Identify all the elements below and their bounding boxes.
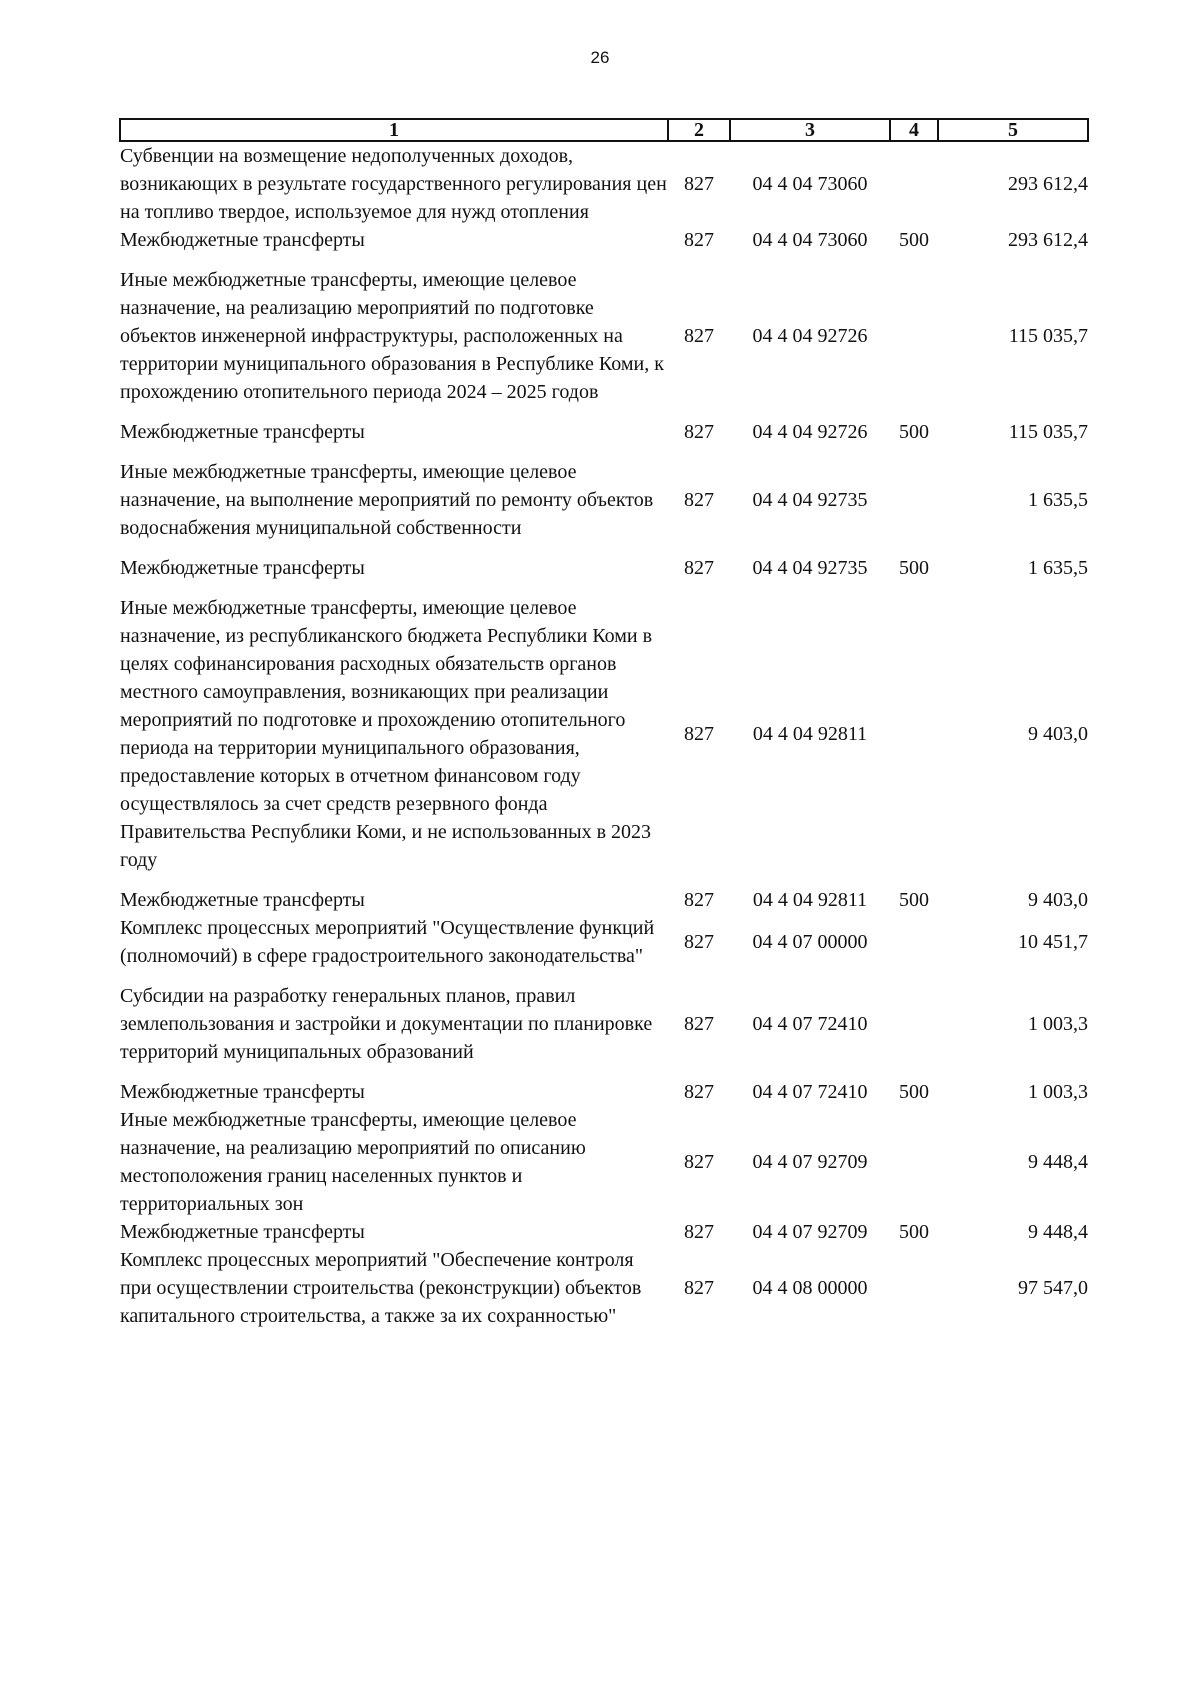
- row-expense-type: [890, 446, 938, 554]
- table-row: [120, 254, 1088, 418]
- row-expense-type: [890, 914, 938, 970]
- table-row: [120, 1078, 1088, 1106]
- row-target-code: 04 4 04 73060: [752, 173, 868, 195]
- row-target-code: 04 4 07 92709: [752, 1151, 868, 1173]
- table-header-row: [120, 119, 1088, 141]
- row-admin-code: 827: [684, 1151, 714, 1173]
- row-target-code: 04 4 07 92709: [752, 1221, 868, 1243]
- row-amount: 1 635,5: [1028, 557, 1088, 579]
- row-expense-type: 500: [899, 229, 929, 251]
- row-description: Комплекс процессных мероприятий "Осуществление функций (полномочий) в сфере градостроительного законодательства": [120, 917, 655, 967]
- row-amount: 1 635,5: [1028, 489, 1088, 511]
- table-row: [120, 226, 1088, 254]
- row-description: Межбюджетные трансферты: [120, 889, 365, 911]
- row-description: Иные межбюджетные трансферты, имеющие целевое назначение, на реализацию мероприятий по подготовке объектов инженерной инфраструктуры, расположенных на территории муниципального образования в Республике Коми, к прохождению отопительного периода 2024 – 2025 годов: [120, 269, 664, 403]
- row-amount: 115 035,7: [1008, 421, 1088, 443]
- row-target-code: 04 4 07 72410: [752, 1081, 868, 1103]
- row-expense-type: [890, 141, 938, 226]
- row-description: Межбюджетные трансферты: [120, 1221, 365, 1243]
- row-description: Иные межбюджетные трансферты, имеющие целевое назначение, на выполнение мероприятий по ремонту объектов водоснабжения муниципальной собственности: [120, 461, 654, 539]
- row-description: Иные межбюджетные трансферты, имеющие целевое назначение, на реализацию мероприятий по описанию местоположения границ населенных пунктов и территориальных зон: [120, 1109, 586, 1215]
- row-admin-code: 827: [684, 1221, 714, 1243]
- column-header-expense-type: 4: [890, 119, 938, 141]
- row-amount: 9 448,4: [1028, 1221, 1088, 1243]
- row-expense-type: [890, 254, 938, 418]
- row-amount: 115 035,7: [1008, 325, 1088, 347]
- column-header-description: 1: [120, 119, 668, 141]
- table-row: [120, 1218, 1088, 1246]
- budget-table: [119, 118, 1089, 1330]
- row-target-code: 04 4 04 92735: [752, 489, 868, 511]
- column-header-admin-code: 2: [668, 119, 730, 141]
- row-amount: 9 448,4: [1028, 1151, 1088, 1173]
- row-admin-code: 827: [684, 229, 714, 251]
- row-target-code: 04 4 04 73060: [752, 229, 868, 251]
- row-target-code: 04 4 04 92811: [752, 889, 868, 911]
- row-admin-code: 827: [684, 1013, 714, 1035]
- table-row: [120, 1246, 1088, 1330]
- row-target-code: 04 4 04 92726: [752, 325, 868, 347]
- row-description: Комплекс процессных мероприятий "Обеспечение контроля при осуществлении строительства (реконструкции) объектов капитального строительства, а также за их сохранностью": [120, 1249, 642, 1327]
- row-expense-type: [890, 1106, 938, 1218]
- table-row: [120, 914, 1088, 970]
- row-expense-type: 500: [899, 1221, 929, 1243]
- row-admin-code: 827: [684, 1277, 714, 1299]
- row-expense-type: [890, 1246, 938, 1330]
- row-amount: 1 003,3: [1028, 1013, 1088, 1035]
- row-admin-code: 827: [684, 723, 714, 745]
- row-expense-type: 500: [899, 557, 929, 579]
- row-expense-type: [890, 582, 938, 886]
- row-target-code: 04 4 07 00000: [752, 931, 868, 953]
- table-row: [120, 1106, 1088, 1218]
- row-admin-code: 827: [684, 325, 714, 347]
- table-row: [120, 582, 1088, 886]
- row-admin-code: 827: [684, 889, 714, 911]
- row-description: Межбюджетные трансферты: [120, 1081, 365, 1103]
- row-amount: 9 403,0: [1028, 723, 1088, 745]
- row-description: Иные межбюджетные трансферты, имеющие целевое назначение, из республиканского бюджета Республики Коми в целях софинансирования расходных обязательств органов местного самоуправления, возникающих при реализации мероприятий по подготовке и прохождению отопительного периода на территории муниципального образования, предоставление которых в отчетном финансовом году осуществлялось за счет средств резервного фонда Правительства Республики Коми, и не использованных в 2023 году: [120, 597, 653, 871]
- row-target-code: 04 4 04 92726: [752, 421, 868, 443]
- page-number: 26: [590, 48, 610, 67]
- row-expense-type: [890, 970, 938, 1078]
- row-expense-type: 500: [899, 421, 929, 443]
- row-admin-code: 827: [684, 1081, 714, 1103]
- row-amount: 97 547,0: [1018, 1277, 1088, 1299]
- row-description: Межбюджетные трансферты: [120, 229, 365, 251]
- row-admin-code: 827: [684, 421, 714, 443]
- row-admin-code: 827: [684, 557, 714, 579]
- row-description: Межбюджетные трансферты: [120, 557, 365, 579]
- table-row: [120, 886, 1088, 914]
- row-target-code: 04 4 07 72410: [752, 1013, 868, 1035]
- row-target-code: 04 4 04 92735: [752, 557, 868, 579]
- row-target-code: 04 4 08 00000: [752, 1277, 868, 1299]
- row-amount: 293 612,4: [1008, 229, 1088, 251]
- row-amount: 10 451,7: [1018, 931, 1088, 953]
- row-amount: 293 612,4: [1008, 173, 1088, 195]
- row-description: Субвенции на возмещение недополученных доходов, возникающих в результате государственного регулирования цен на топливо твердое, используемое для нужд отопления: [120, 145, 667, 223]
- row-admin-code: 827: [684, 931, 714, 953]
- table-row: [120, 970, 1088, 1078]
- row-description: Субсидии на разработку генеральных планов, правил землепользования и застройки и документации по планировке территорий муниципальных образований: [120, 985, 653, 1063]
- row-description: Межбюджетные трансферты: [120, 421, 365, 443]
- row-expense-type: 500: [899, 889, 929, 911]
- table-row: [120, 141, 1088, 226]
- table-row: [120, 418, 1088, 446]
- table-row: [120, 446, 1088, 554]
- row-amount: 9 403,0: [1028, 889, 1088, 911]
- row-target-code: 04 4 04 92811: [752, 723, 868, 745]
- column-header-target-code: 3: [730, 119, 890, 141]
- row-admin-code: 827: [684, 489, 714, 511]
- row-amount: 1 003,3: [1028, 1081, 1088, 1103]
- table-row: [120, 554, 1088, 582]
- row-expense-type: 500: [899, 1081, 929, 1103]
- column-header-amount: 5: [938, 119, 1088, 141]
- row-admin-code: 827: [684, 173, 714, 195]
